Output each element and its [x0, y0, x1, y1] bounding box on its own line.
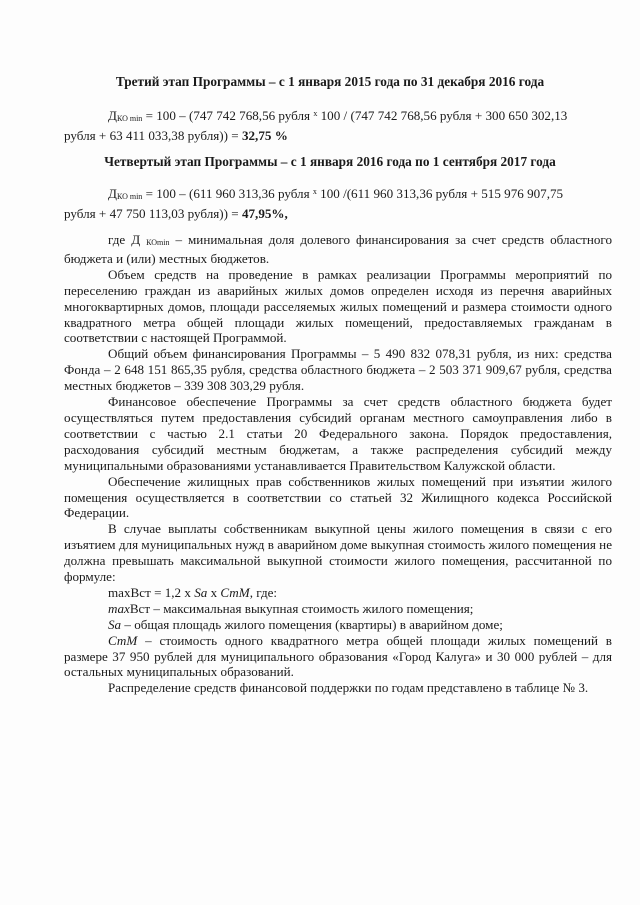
definition-var: СтМ [108, 632, 138, 648]
definition-sa [64, 617, 612, 633]
formula-subscript: КО min [116, 192, 143, 201]
stage3-result: 32,75 % [241, 128, 288, 143]
formula-part: рубля + 63 411 033,38 рубля)) = [64, 128, 242, 143]
definition-var: Sa [108, 616, 122, 632]
definition-text: Вст – максимальная выкупная стоимость жилого помещения; [129, 600, 474, 616]
stage4-formula-line1 [64, 183, 612, 205]
stage4-heading: Четвертый этап Программы – с 1 января 2016 года по 1 сентября 2017 года [104, 154, 556, 169]
definition-var: max [108, 600, 130, 616]
definition-text: – общая площадь жилого помещения (квартиры) в аварийном доме; [121, 616, 503, 632]
stage4-formula-line2 [64, 205, 612, 222]
stage3-formula [64, 105, 612, 144]
formula-subscript: КО min [116, 114, 143, 123]
formula-var-sa: Sa [194, 584, 208, 600]
formula-part: = 100 – (611 960 313,36 рубля [142, 186, 313, 201]
stage3-formula-line1 [64, 105, 612, 127]
distribution-paragraph: Распределение средств финансовой поддержки по годам представлено в таблице № 3. [108, 680, 589, 696]
formula-symbol-d: Д [108, 108, 117, 123]
formula-symbol-d: Д [108, 186, 117, 201]
total-financing-paragraph: Общий объем финансирования Программы – 5 490 832 078,31 рубля, из них: средства Фонда – 2 648 151 865,35 рубля, средства областного бюджета – 2 503 371 909,67 рубля, средства местных бюджетов – 339 308 303,29 рубля. [64, 346, 612, 394]
formula-part: , где: [249, 584, 278, 600]
formula-part: х [207, 584, 221, 600]
formula-part: maxВст = 1,2 х [108, 584, 195, 600]
formula-part: рубля + 47 750 113,03 рубля)) = [64, 206, 242, 221]
definition-text: – стоимость одного квадратного метра общей площади жилых помещений в размере 37 950 рублей для муниципального образования «Город Калуга» и 30 000 рублей – для остальных муниципальных образований. [64, 632, 612, 680]
body-text [64, 232, 612, 696]
formula-part: = 100 – (747 742 768,56 рубля [142, 108, 314, 123]
formula-part: 100 / (747 742 768,56 рубля + 300 650 302,13 [317, 108, 568, 123]
formula-var-ctm: СтМ [220, 584, 250, 600]
definition-ctm [64, 633, 612, 681]
stage4-formula [64, 183, 612, 222]
financial-support-paragraph: Финансовое обеспечение Программы за счет средств областного бюджета будет осуществляться путем предоставления субсидий органам местного самоуправления либо в соответствии с частью 2.1 статьи 20 Федерального закона. Порядок предоставления, расходования субсидий местным бюджетам, а также распределения субсидий между муниципальными образованиями устанавливается Правительством Калужской области. [64, 394, 612, 473]
stage3-heading: Третий этап Программы – с 1 января 2015 года по 31 декабря 2016 года [115, 74, 545, 89]
formula-part: 100 /(611 960 313,36 рубля + 515 976 907,75 [316, 186, 564, 201]
housing-rights-paragraph: Обеспечение жилищных прав собственников жилых помещений при изъятии жилого помещения осуществляется в соответствии со статьей 32 Жилищного кодекса Российской Федерации. [64, 473, 612, 521]
volume-paragraph: Объем средств на проведение в рамках реализации Программы мероприятий по переселению граждан из аварийных жилых домов определен исходя из перечня аварийных многоквартирных домов, площади расселяемых жилых помещений и размера стоимости одного квадратного метра общей площади жилых помещений, предоставляемых гражданам в соответствии с настоящей Программой. [64, 266, 612, 346]
formula-multiply-sign: х [312, 187, 317, 196]
where-text: – минимальная доля долевого финансирования за счет средств областного бюджета и (или) местных бюджетов. [64, 232, 613, 266]
where-subscript: КОmin [146, 238, 170, 247]
formula-multiply-sign: х [313, 109, 318, 118]
stage3-formula-line2 [64, 127, 612, 144]
redemption-payment-paragraph: В случае выплаты собственникам выкупной цены жилого помещения в связи с его изъятием для муниципальных нужд в аварийном доме выкупная стоимость жилого помещения не должна превышать максимальной выкупной стоимости жилого помещения, рассчитанной по формуле: [64, 521, 612, 585]
where-label: где Д [108, 232, 147, 247]
stage4-result: 47,95%, [241, 206, 288, 221]
where-paragraph [64, 232, 612, 267]
definition-max [64, 601, 612, 617]
max-cost-formula [64, 585, 612, 601]
